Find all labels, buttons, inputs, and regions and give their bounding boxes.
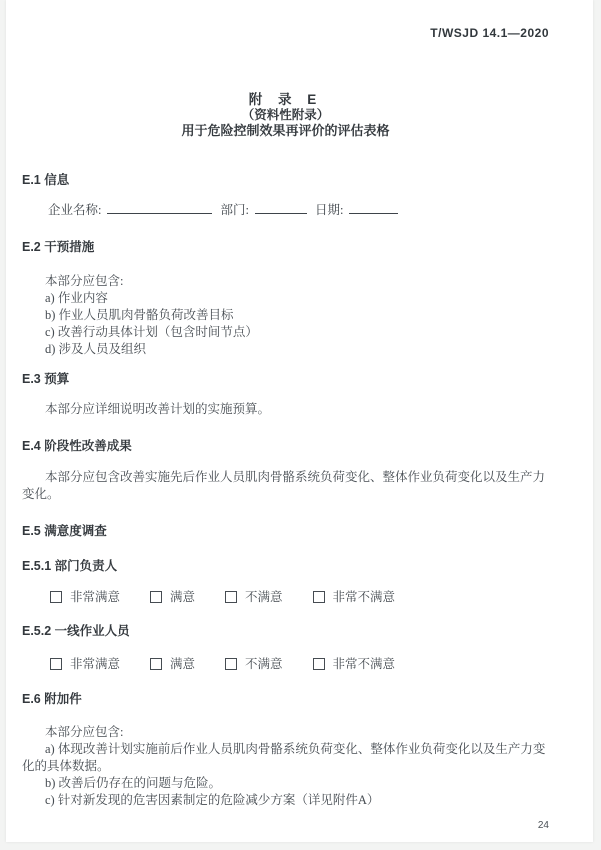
checkbox-label: 满意 — [170, 657, 196, 671]
e4-body: 本部分应包含改善实施先后作业人员肌肉骨骼系统负荷变化、整体作业负荷变化以及生产力变化。 — [22, 470, 546, 501]
appendix-description: 用于危险控制效果再评价的评估表格 — [181, 123, 390, 138]
appendix-title-block — [22, 92, 549, 139]
option-group — [225, 589, 283, 605]
checkbox-unsatisfied[interactable] — [225, 658, 237, 670]
list-item: b) 改善后仍存在的问题与危险。 — [45, 776, 222, 790]
checkbox-label: 非常满意 — [70, 590, 121, 604]
page-content — [6, 0, 593, 842]
date-field[interactable] — [349, 201, 398, 214]
e2-paragraphs — [22, 273, 549, 358]
list-item: a) 作业内容 — [45, 291, 108, 305]
e6-intro: 本部分应包含: — [45, 725, 124, 739]
list-item: c) 针对新发现的危害因素制定的危险减少方案（详见附件A） — [45, 793, 380, 807]
section-heading-e1: E.1 信息 — [22, 173, 70, 187]
option-group — [150, 589, 195, 605]
section-heading-e6: E.6 附加件 — [22, 692, 82, 706]
option-group — [50, 656, 120, 672]
appendix-title: 附 录 E — [248, 92, 323, 107]
page-number: 24 — [537, 820, 549, 831]
company-name-field[interactable] — [107, 201, 212, 214]
satisfaction-options-department-head — [22, 589, 549, 605]
company-name-label: 企业名称: — [48, 203, 102, 217]
option-group — [225, 656, 283, 672]
section-heading-e4: E.4 阶段性改善成果 — [22, 439, 132, 453]
date-label: 日期: — [314, 203, 344, 217]
list-item: d) 涉及人员及组织 — [45, 342, 147, 356]
department-field[interactable] — [255, 201, 307, 214]
e2-intro: 本部分应包含: — [45, 274, 124, 288]
checkbox-very-unsatisfied[interactable] — [313, 658, 325, 670]
department-label: 部门: — [220, 203, 249, 217]
checkbox-label: 不满意 — [245, 590, 283, 604]
option-group — [313, 589, 396, 605]
list-item: a) 体现改善计划实施前后作业人员肌肉骨骼系统负荷变化、整体作业负荷变化以及生产力变化的具体数据。 — [22, 742, 546, 773]
checkbox-label: 满意 — [170, 590, 196, 604]
section-heading-e2: E.2 干预措施 — [22, 240, 95, 254]
option-group — [150, 656, 195, 672]
checkbox-very-satisfied[interactable] — [50, 591, 62, 603]
info-form-line — [22, 201, 549, 218]
option-group — [313, 656, 396, 672]
section-heading-e5-1: E.5.1 部门负责人 — [22, 559, 118, 573]
document-page — [6, 0, 593, 842]
checkbox-satisfied[interactable] — [150, 591, 162, 603]
checkbox-label: 非常不满意 — [332, 590, 396, 604]
list-item: b) 作业人员肌肉骨骼负荷改善目标 — [45, 308, 234, 322]
checkbox-label: 非常不满意 — [332, 657, 396, 671]
checkbox-label: 不满意 — [245, 657, 283, 671]
section-heading-e5: E.5 满意度调查 — [22, 524, 107, 538]
e6-paragraphs — [22, 724, 549, 809]
doc-number: T/WSJD 14.1—2020 — [430, 26, 549, 40]
checkbox-very-unsatisfied[interactable] — [313, 591, 325, 603]
appendix-subtitle: （资料性附录） — [241, 108, 330, 122]
checkbox-very-satisfied[interactable] — [50, 658, 62, 670]
list-item: c) 改善行动具体计划（包含时间节点） — [45, 325, 258, 339]
satisfaction-options-frontline-workers — [22, 656, 549, 672]
checkbox-label: 非常满意 — [70, 657, 121, 671]
option-group — [50, 589, 120, 605]
checkbox-satisfied[interactable] — [150, 658, 162, 670]
section-heading-e5-2: E.5.2 一线作业人员 — [22, 624, 130, 638]
section-heading-e3: E.3 预算 — [22, 372, 70, 386]
e3-body: 本部分应详细说明改善计划的实施预算。 — [45, 402, 271, 416]
checkbox-unsatisfied[interactable] — [225, 591, 237, 603]
